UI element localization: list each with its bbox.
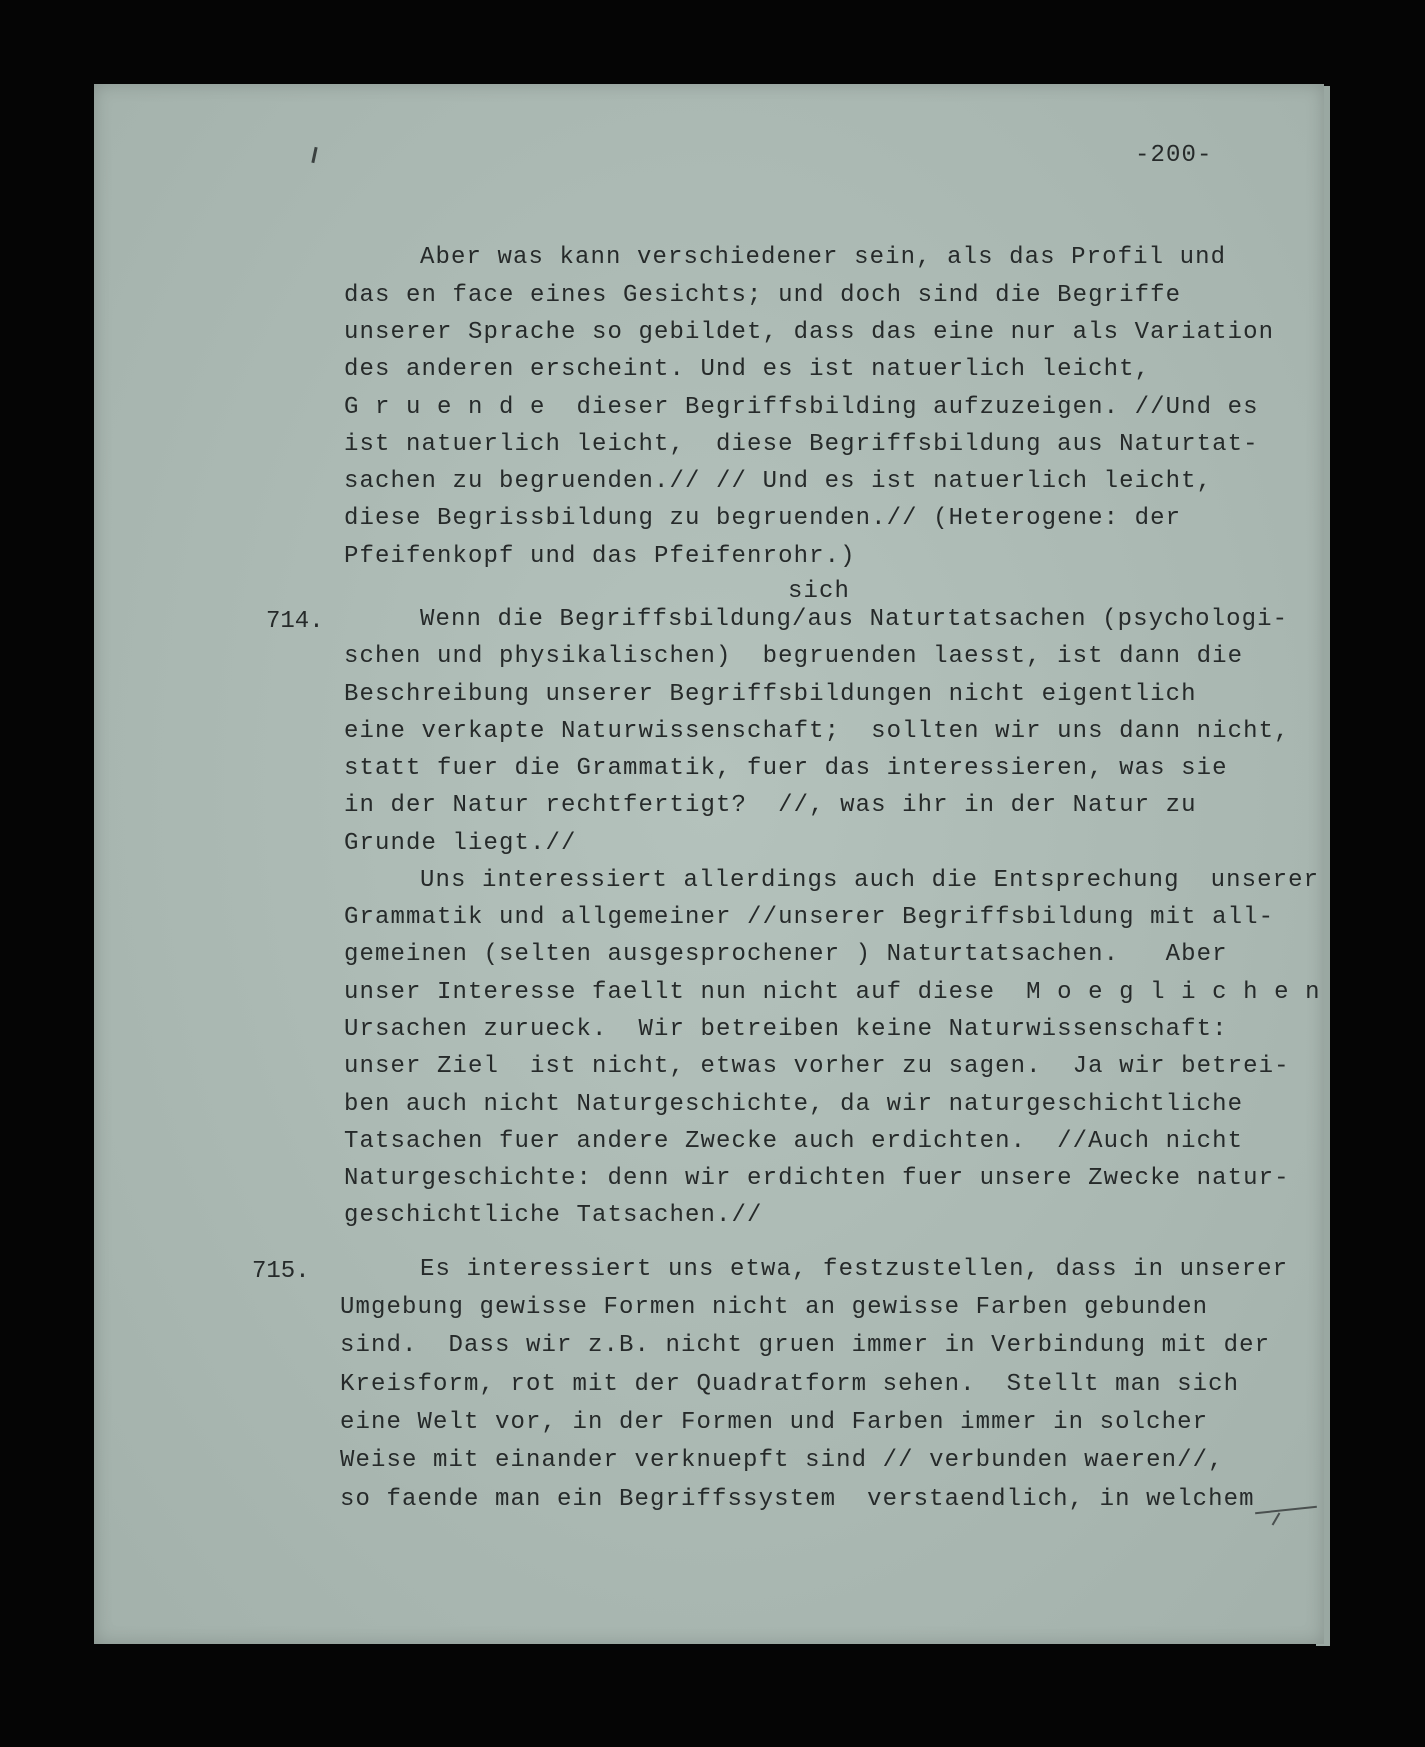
text-line: sind. Dass wir z.B. nicht gruen immer in Verbindung mit der [340,1332,1271,1359]
page-number: -200- [1135,142,1213,169]
text-line: gemeinen (selten ausgesprochener ) Naturtatsachen. Aber [344,941,1228,968]
text-line: Es interessiert uns etwa, festzustellen, dass in unserer [420,1256,1289,1283]
text-line: ben auch nicht Naturgeschichte, da wir naturgeschichtliche [344,1091,1244,1118]
text-line: Weise mit einander verknuepft sind // verbunden waeren//, [340,1447,1224,1474]
text-line: Umgebung gewisse Formen nicht an gewisse Farben gebunden [340,1294,1209,1321]
text-line: das en face eines Gesichts; und doch sind die Begriffe [344,282,1182,309]
text-line: unserer Sprache so gebildet, dass das eine nur als Variation [344,319,1275,346]
text-line: Wenn die Begriffsbildung/aus Naturtatsachen (psychologi- [420,606,1289,633]
text-line: Pfeifenkopf und das Pfeifenrohr.) [344,543,856,570]
text-line: G r u e n d e dieser Begriffsbilding aufzuzeigen. //Und es [344,394,1259,421]
text-line: ist natuerlich leicht, diese Begriffsbildung aus Naturtat- [344,431,1259,458]
text-line: Uns interessiert allerdings auch die Entsprechung unserer [420,867,1320,894]
text-line: Ursachen zurueck. Wir betreiben keine Naturwissenschaft: [344,1016,1228,1043]
text-line: sachen zu begruenden.// // Und es ist natuerlich leicht, [344,468,1213,495]
text-line: Naturgeschichte: denn wir erdichten fuer unsere Zwecke natur- [344,1165,1290,1192]
text-line: diese Begrissbildung zu begruenden.// (Heterogene: der [344,505,1182,532]
text-line: des anderen erscheint. Und es ist natuerlich leicht, [344,356,1151,383]
text-line: in der Natur rechtfertigt? //, was ihr in der Natur zu [344,792,1197,819]
text-line: schen und physikalischen) begruenden laesst, ist dann die [344,643,1244,670]
section-number: 715. [252,1258,310,1285]
text-line: Tatsachen fuer andere Zwecke auch erdichten. //Auch nicht [344,1128,1244,1155]
insertion-above-line: sich [788,578,851,605]
text-line: Aber was kann verschiedener sein, als das Profil und [420,244,1227,271]
section-number: 714. [266,608,324,635]
text-line: Grunde liegt.// [344,830,577,857]
text-line: geschichtliche Tatsachen.// [344,1202,763,1229]
text-line: Grammatik und allgemeiner //unserer Begriffsbildung mit all- [344,904,1275,931]
text-line: eine verkapte Naturwissenschaft; sollten wir uns dann nicht, [344,718,1290,745]
text-line: statt fuer die Grammatik, fuer das interessieren, was sie [344,755,1228,782]
text-line: Kreisform, rot mit der Quadratform sehen. Stellt man sich [340,1371,1240,1398]
text-line: unser Ziel ist nicht, etwas vorher zu sagen. Ja wir betrei- [344,1053,1290,1080]
text-line: unser Interesse faellt nun nicht auf diese M o e g l i c h e n [344,979,1321,1006]
text-line: Beschreibung unserer Begriffsbildungen nicht eigentlich [344,681,1197,708]
text-line: eine Welt vor, in der Formen und Farben immer in solcher [340,1409,1209,1436]
text-line: so faende man ein Begriffssystem verstaendlich, in welchem [340,1486,1255,1513]
